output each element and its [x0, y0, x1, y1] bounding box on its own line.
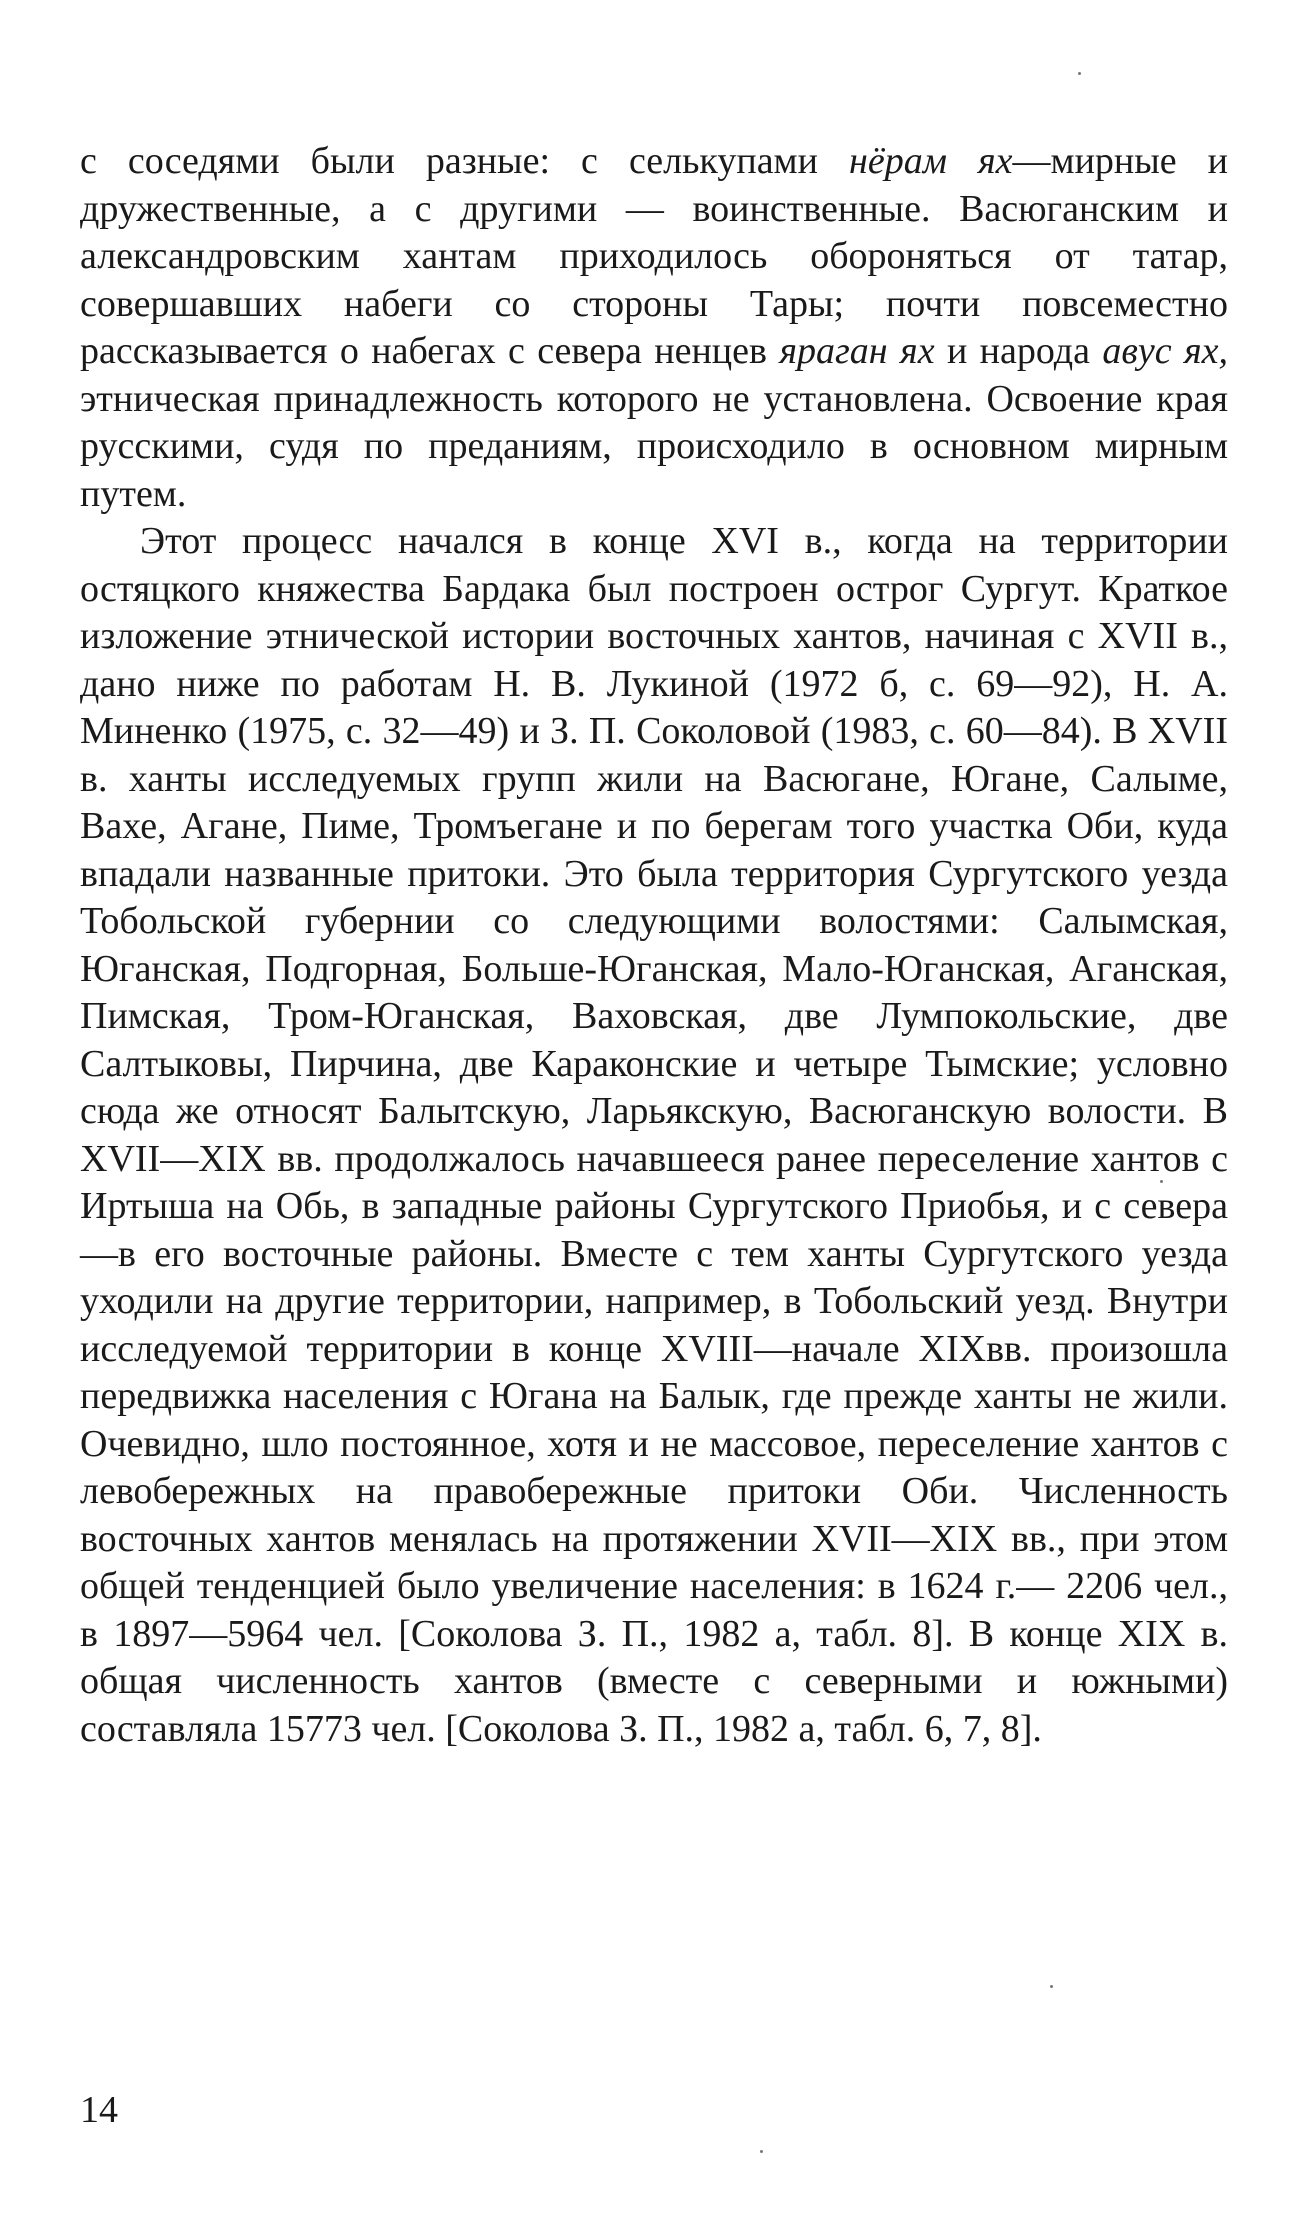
paragraph-1-part-1: с соседями были разные: с селькупами — [80, 140, 849, 182]
paragraph-1-part-2: —мирные и дружественные, а с другими — воинственные. Васюганским и александровским хантам приходилось обороняться от татар, совершавших набеги со стороны Тары; почти повсеместно рассказывается о набегах с севера ненцев — [80, 140, 1229, 372]
paragraph-1-part-3: и народа — [934, 330, 1103, 372]
page-number: 14 — [80, 2089, 118, 2131]
body-text — [80, 138, 1228, 1753]
scan-speck — [1050, 1985, 1053, 1988]
paragraph-2: Этот процесс начался в конце XVI в., когда на территории остяцкого княжества Бардака был построен острог Сургут. Краткое изложение этнической истории восточных хантов, начиная с XVII в., дано ниже по работам Н. В. Лукиной (1972 б, с. 69—92), Н. А. Миненко (1975, с. 32—49) и З. П. Соколовой (1983, с. 60—84). В XVII в. ханты исследуемых групп жили на Васюгане, Югане, Салыме, Вахе, Агане, Пиме, Тромъегане и по берегам того участка Оби, куда впадали названные притоки. Это была территория Сургутского уезда Тобольской губернии со следующими волостями: Салымская, Юганская, Подгорная, Больше-Юганская, Мало-Юганская, Аганская, Пимская, Тром-Юганская, Ваховская, две Лумпокольские, две Салтыковы, Пирчина, две Караконские и четыре Тымские; условно сюда же относят Балытскую, Ларьякскую, Васюганскую волости. В XVII—XIX вв. продолжалось начавшееся ранее переселение хантов с Иртыша на Обь, в западные районы Сургутского Приобья, и с севера—в его восточные районы. Вместе с тем ханты Сургутского уезда уходили на другие территории, например, в Тобольский уезд. Внутри исследуемой территории в конце XVIII—начале XIXвв. произошла передвижка населения с Югана на Балык, где прежде ханты не жили. Очевидно, шло постоянное, хотя и не массовое, переселение хантов с левобережных на правобережные притоки Оби. Численность восточных хантов менялась на протяжении XVII—XIX вв., при этом общей тенденцией было увеличение населения: в 1624 г.— 2206 чел., в 1897—5964 чел. [Соколова З. П., 1982 а, табл. 8]. В конце XIX в. общая численность хантов (вместе с северными и южными) составляла 15773 чел. [Соколова З. П., 1982 а, табл. 6, 7, 8]. — [80, 520, 1228, 1750]
ethnonym-avus-yakh: авус ях, — [1102, 330, 1228, 372]
ethnonym-yaragan-yakh: яраган ях — [779, 330, 935, 372]
scan-speck — [1160, 1180, 1163, 1183]
paragraph-1-part-4: этническая принадлежность которого не установлена. Освоение края русскими, судя по преданиям, происходило в основном мирным путем. — [80, 377, 1228, 515]
scan-speck — [760, 2150, 763, 2153]
paragraph-1 — [80, 138, 1228, 518]
scan-speck — [1078, 72, 1081, 75]
ethnonym-neram-yakh: нёрам ях — [848, 140, 1013, 182]
